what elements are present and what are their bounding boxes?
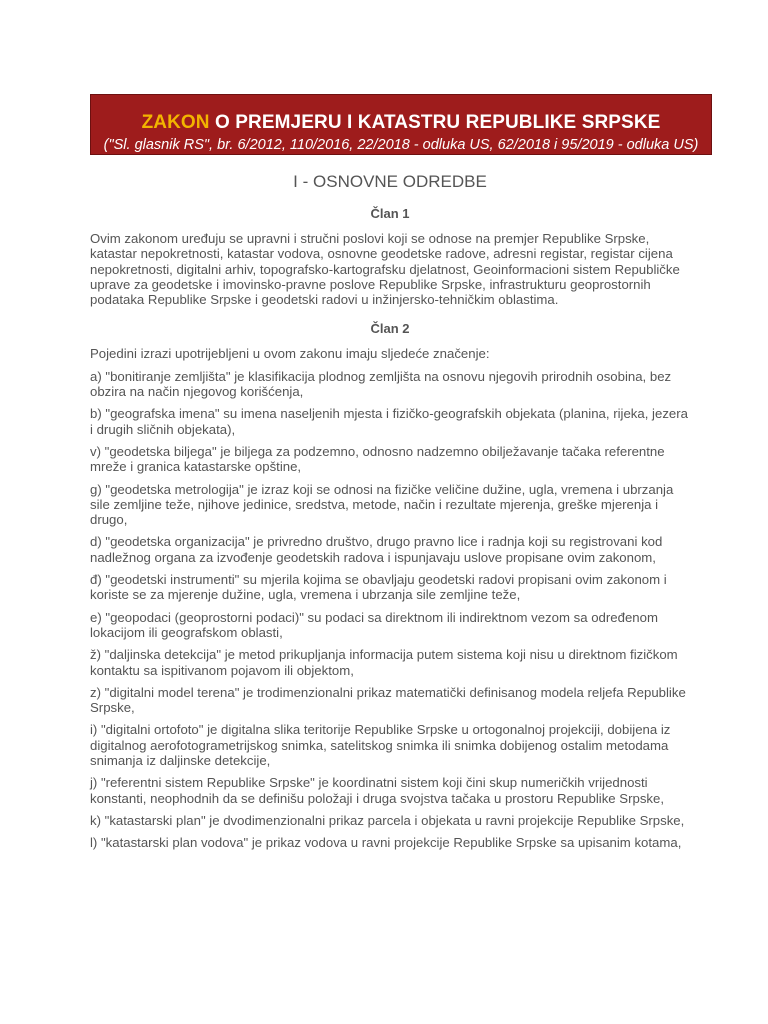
article-2-item: j) "referentni sistem Republike Srpske" je koordinatni sistem koji čini skup numeričkih vrijednosti konstanti, neophodnih da se definišu položaji i druga svojstva tačaka u prostoru Republike Srpske,	[90, 775, 665, 806]
chapter-title: I - OSNOVNE ODREDBE	[293, 172, 487, 191]
header-banner	[90, 94, 712, 155]
article-2-item: k) "katastarski plan" je dvodimenzionalni prikaz parcela i objekata u ravni projekcije Republike Srpske,	[90, 812, 685, 828]
article-2-item: v) "geodetska biljega" je biljega za podzemno, odnosno nadzemno obilježavanje tačaka referentne mreže i granica katastarske opštine,	[90, 443, 665, 475]
article-2-intro: Pojedini izrazi upotrijebljeni u ovom zakonu imaju sljedeće značenje:	[90, 346, 490, 362]
document-body	[90, 168, 690, 858]
law-title-accent: ZAKON	[141, 112, 210, 133]
article-2-item: b) "geografska imena" su imena naseljenih mjesta i fizičko-geografskih objekata (planina, rijeka, jezera i drugih sličnih objekata),	[90, 406, 688, 437]
law-title-rest: O PREMJERU I KATASTRU REPUBLIKE SRPSKE	[209, 112, 661, 133]
law-title	[91, 112, 711, 134]
article-2-title: Član 2	[370, 321, 410, 337]
article-2-item: i) "digitalni ortofoto" je digitalna slika teritorije Republike Srpske u ortogonalnoj projekciji, dobijena iz digitalnog aerofotogrametrijskog snimka, satelitskog snimka ili snimka dobijenog ostalim metodama snimanja iz daljinske detekcije,	[90, 722, 671, 769]
article-2-item: l) "katastarski plan vodova" je prikaz vodova u ravni projekcije Republike Srpske sa upisanim kotama,	[90, 835, 682, 851]
article-2-item: g) "geodetska metrologija" je izraz koji se odnosi na fizičke veličine dužine, ugla, vremena i ubrzanja sile zemljine teže, njihove jedinice, sredstva, metode, način i rezultate mjerenja, greške mjerenja i drugo,	[90, 481, 674, 528]
article-2-item: d) "geodetska organizacija" je privredno društvo, drugo pravno lice i radnja koji su registrovani kod nadležnog organa za izvođenje geodetskih radova i ispunjavaju uslove propisane ovim zakonom,	[90, 534, 663, 565]
article-2-item: đ) "geodetski instrumenti" su mjerila kojima se obavljaju geodetski radovi propisani ovim zakonom i koriste se za mjerenje dužine, ugla, vremena i ubrzanja sile zemljine teže,	[90, 572, 667, 603]
article-1-text: Ovim zakonom uređuju se upravni i stručni poslovi koji se odnose na premjer Republike Srpske, katastar nepokretnosti, katastar vodova, osnovne geodetske radove, adresni registar, registar cijena nepokretnosti, digitalni arhiv, topografsko-kartografsku djelatnost, Geoinformacioni sistem Republičke uprave za geodetske i imovinsko-pravne poslove Republike Srpske, infrastrukturu geoprostornih podataka Republike Srpske i geodetski radovi u inžinjersko-tehničkim oblastima.	[90, 231, 680, 308]
article-2-item: z) "digitalni model terena" je trodimenzionalni prikaz matematički definisanog modela reljefa Republike Srpske,	[90, 684, 686, 716]
gazette-reference: ("Sl. glasnik RS", br. 6/2012, 110/2016, 22/2018 - odluka US, 62/2018 i 95/2019 - odluka US)	[103, 137, 699, 153]
article-2-item: ž) "daljinska detekcija" je metod prikupljanja informacija putem sistema koji nisu u direktnom fizičkom kontaktu sa ispitivanom pojavom ili objektom,	[90, 647, 678, 678]
article-1-title: Član 1	[370, 206, 410, 221]
article-2-item: e) "geopodaci (geoprostorni podaci)" su podaci sa direktnom ili indirektnom vezom sa određenom lokacijom ili geografskom oblasti,	[90, 609, 658, 640]
article-2-item: a) "bonitiranje zemljišta" je klasifikacija plodnog zemljišta na osnovu njegovih prirodnih osobina, bez obzira na način njegovog korišćenja,	[90, 368, 672, 400]
